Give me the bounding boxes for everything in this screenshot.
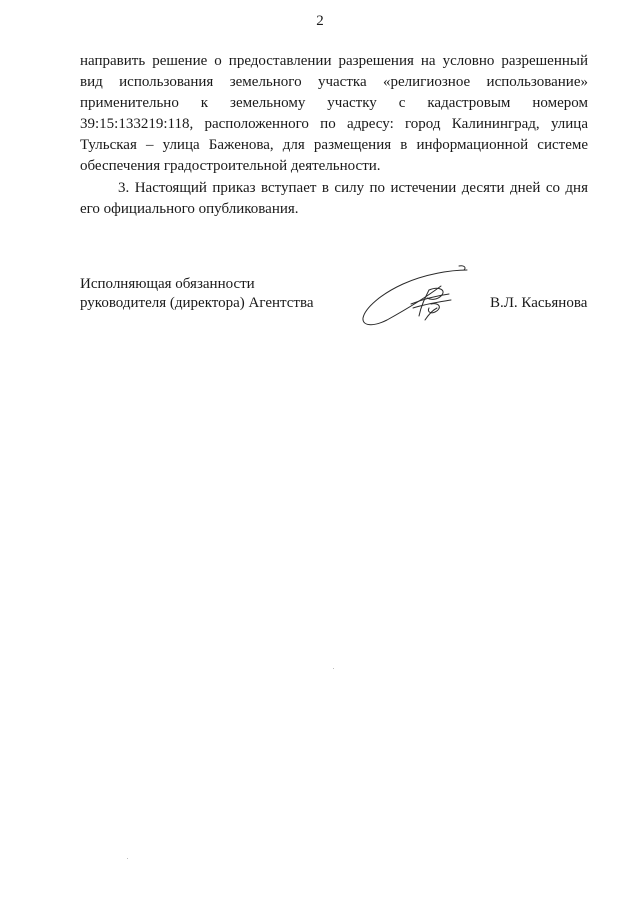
signatory-name: В.Л. Касьянова	[490, 295, 588, 311]
scan-speck	[127, 858, 128, 859]
signatory-title	[80, 275, 314, 313]
handwritten-signature	[355, 264, 485, 330]
paragraph-effective-date: 3. Настоящий приказ вступает в силу по истечении десяти дней со дня его официального опубликования.	[80, 180, 588, 217]
paragraph-instruction: направить решение о предоставлении разрешения на условно разрешенный вид использования земельного участка «религиозное использование» применительно к земельному участку с кадастровым номером 39:15:133219:118, расположенного по адресу: город Калининград, улица Тульская – улица Баженова, для размещения в информационной системе обеспечения градостроительной деятельности.	[80, 53, 588, 174]
scan-speck	[333, 668, 334, 669]
signatory-title-line-1: Исполняющая обязанности	[80, 276, 255, 292]
signatory-title-line-2: руководителя (директора) Агентства	[80, 295, 314, 311]
page-number: 2	[316, 13, 324, 29]
